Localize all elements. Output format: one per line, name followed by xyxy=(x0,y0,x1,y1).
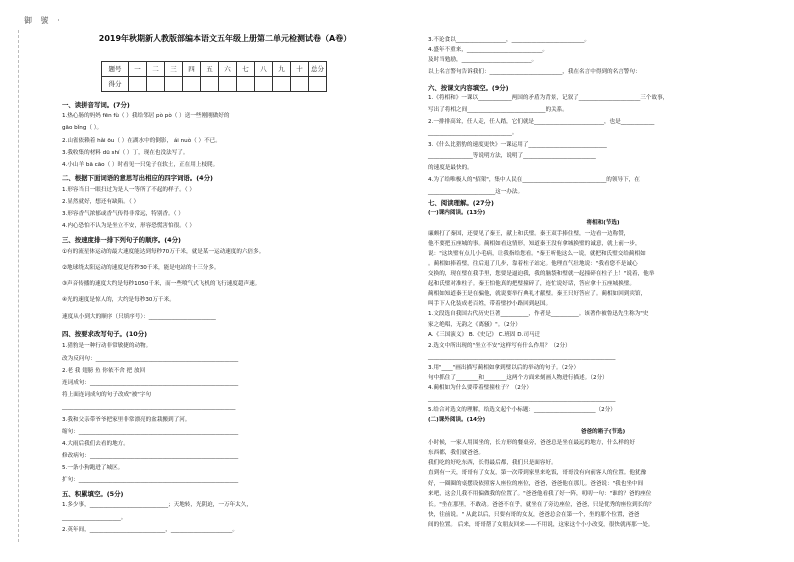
passage-title: 爸爸的箱子(节选) xyxy=(580,429,626,435)
exam-title: 2019年秋期新人教版部编本语文五年级上册第二单元检测试卷（A卷） xyxy=(98,34,352,43)
question-line: 3.形容香气浓郁或香气传得非常远，特别香。（ ） xyxy=(62,211,184,217)
question-line: 5.给合对选文的理解，给选文起个小标题：______________________（2分） xyxy=(428,407,616,413)
question-line: 以上名言警句告诉我们：__________________________，我在名言中得到的名言警句： xyxy=(428,69,641,75)
question-line: ___________________________________________________________________ xyxy=(428,396,616,402)
question-line: 1.猎豹是一种行动非常敏捷的动物。 xyxy=(62,343,152,349)
question-line: 叫手下人化装成老百姓，带着璧抄小路回到赵国。 xyxy=(428,301,552,307)
score-cell[interactable] xyxy=(165,77,183,92)
question-line: 2.英年间，___________________________，______________________。 xyxy=(62,527,238,533)
question-line: 3.我收集的材料 dū shí（ ）丁，现在也没法写了。 xyxy=(62,150,189,156)
score-cell[interactable] xyxy=(237,77,255,92)
score-table xyxy=(101,61,327,92)
section-heading: 二、根据下面词语的意思写出相应的四字词语。(4分) xyxy=(62,174,213,182)
question-line: ③声音传播的速度大约是每秒1050千米，而一些喷气式飞机的飞行速度超声速。 xyxy=(62,281,261,287)
question-line: 说："这块璧有点儿小毛病，让我指给您看。"秦王听他这么一说，就把和氏璧交给蔺相如 xyxy=(428,251,646,257)
question-line: 2.选文中所出现的"坐立不安"这样写有什么作用？（2分） xyxy=(428,343,571,349)
question-line: (一)课内阅读。(13分) xyxy=(428,210,486,216)
question-line: 1.文段选自我国古代历史巨著__________，作者是__________。该著作被鲁迅先生称为"史 xyxy=(428,311,649,317)
score-cell[interactable] xyxy=(183,77,201,92)
binding-margin xyxy=(4,30,19,542)
question-line: 扩句：_________________________________________________________ xyxy=(62,477,239,483)
score-cell: 八 xyxy=(255,62,273,77)
score-cell[interactable] xyxy=(291,77,309,92)
question-line: (二)课外阅读。(14分) xyxy=(428,417,486,423)
question-line: 3.《什么比猎豹的速度更快》一课运用了____________________________ xyxy=(428,142,607,148)
question-line: 他不要把五座城的事。蔺相如看这情形，知道秦王没有拿城换璧的诚意，就上前一步， xyxy=(428,241,641,247)
section-heading: 六、按课文内容填空。(9分) xyxy=(428,84,509,92)
score-cell: 五 xyxy=(201,62,219,77)
score-cell: 二 xyxy=(147,62,165,77)
question-line: ②地球绕太阳运动的速度是每秒30千米，能是电站的十三分多。 xyxy=(62,265,220,271)
question-line: 及时当勉励，_________________________。 xyxy=(428,57,538,63)
score-cell: 七 xyxy=(237,62,255,77)
question-line: ___________________________________________________________________ xyxy=(428,354,616,360)
question-line: 好，一圈圈的桌摆设依照客人座位的座位，爸爸，爸爸他在那儿。爸爸说："我也坐中间 xyxy=(428,481,644,487)
question-line: A.《三国演义》 B.《史记》 C.班固 D.司马迁 xyxy=(428,332,541,338)
score-cell: 六 xyxy=(219,62,237,77)
question-line: 廉颇打了秦国，还要见了秦王，献上和氏璧。秦王双手捧住璧，一边看一边称赞， xyxy=(428,231,630,237)
question-line: 5.一条小狗跑进了城区。 xyxy=(62,465,124,471)
score-cell: 一 xyxy=(129,62,147,77)
question-line: 快，往前说。" 从此以后，只要有哥的女友，爸爸总会在第一个，坐的那个位置，爸爸 xyxy=(428,512,640,518)
score-cell[interactable] xyxy=(255,77,273,92)
score-cell: 得分 xyxy=(102,77,129,92)
question-line: 3.用"____"画出描写蔺相如拿到璧以后的举动的句子。（2分） xyxy=(428,365,580,371)
score-cell[interactable] xyxy=(309,77,327,92)
question-line: gāo bǐng（ ）。 xyxy=(62,125,103,131)
question-line: 4.小山羊 bā cāo（ ）时看见一只兔子在软土，正在用上枝爬。 xyxy=(62,162,219,168)
section-heading: 七、阅读理解。(27分) xyxy=(428,199,494,207)
question-line: 连词成句：_____________________________________________________ xyxy=(62,380,239,386)
section-heading: 一、读拼音写词。(7分) xyxy=(62,101,130,109)
score-table-score-row xyxy=(102,77,327,92)
passage-title: 将相和(节选) xyxy=(586,220,620,226)
score-cell: 十 xyxy=(291,62,309,77)
question-line: 2.山雀依赖着 hǎi ōu（ ）在湖水中的倒影， ái nuò（ ）不已。 xyxy=(62,138,221,144)
question-line: 起和氏璧对准柱子。秦王怕他真的把璧撞碎了，连忙说好话，答应拿十五座城换璧。 xyxy=(428,281,635,287)
question-line: 1.《将相和》一课以____________两国的矛盾为背景，记叙了______________________三个故事， xyxy=(428,95,669,101)
question-line: ④光的速度是惊人的，大约是每秒30万千米。 xyxy=(62,297,175,303)
score-table-header-row xyxy=(102,62,327,77)
question-line: 家之绝唱，无韵之《离骚》"。（2分） xyxy=(428,322,521,328)
score-cell[interactable] xyxy=(201,77,219,92)
score-cell: 三 xyxy=(165,62,183,77)
score-cell: 题号 xyxy=(102,62,129,77)
question-line: 4.为了给唯极人的"招架"，集中人民在______________________________的领导下，在 xyxy=(428,177,640,183)
question-line: 2.一排排高耸，任人走，任人踏，它们就是_________________________，也是____________ xyxy=(428,119,655,125)
question-line: 句中抓住了________和________这两个方面来刻画人物进行描述。（2分） xyxy=(428,375,608,381)
question-line: 2.老 我 翅膀 鱼 你依不舍 把 放回 xyxy=(62,368,146,374)
question-line: 2.显然就好，想还有缺陷。（ ） xyxy=(62,199,140,205)
question-line: 间的位置。 后来，哥哥帮了女朋友回来——不用说，这家这个小小改变，很快就再那一处。 xyxy=(428,522,654,528)
section-heading: 四、按要求改写句子。(10分) xyxy=(62,330,148,338)
question-line: 东西都，我们就爸爸。 xyxy=(428,450,484,456)
question-line: 3.我和父亲带爷爷把家里非常漂亮的盆栽搬到了河。 xyxy=(62,417,191,423)
question-line: 4.内心恐怕不认为是坐立不安，形容恐慌害怕很。（ ） xyxy=(62,223,195,229)
section-heading: 三、按速度排一排下列句子的顺序。(4分) xyxy=(62,236,181,244)
question-line: 蔺相如知道秦王是在骗他，就说要举行典礼才献璧。秦王只好答应了。蔺相如回到宾馆， xyxy=(428,291,647,297)
question-line: 小时候，一家人用围坐的，长方形的餐桌旁，爸爸总是坐在最远的地方，什么样的好 xyxy=(428,440,635,446)
question-line: 的速度是最快的。 xyxy=(428,165,473,171)
question-line: 缩句：_________________________________________________________ xyxy=(62,429,239,435)
question-line: 改为反问句：___________________________________________________ xyxy=(62,356,239,362)
question-line: 1.热心肠的妈妈 fēn fù（ ）我给邻居 pò pò（ ）送一些刚刚做好的 xyxy=(62,113,230,119)
question-line: 交换的，现在璧在我手里，您要是逼迫我，我的脑袋和璧就一起撞碎在柱子上！"说着，他举 xyxy=(428,271,655,277)
score-cell: 九 xyxy=(273,62,291,77)
question-line: ________________等说明方法，说明了__________________________ xyxy=(428,153,596,159)
score-cell[interactable] xyxy=(147,77,165,92)
question-line: 3.不论食以__________________，__________________________。 xyxy=(428,37,590,43)
question-line: 将上面连词成句的句子改成"被"字句 xyxy=(62,392,152,398)
score-cell: 四 xyxy=(183,62,201,77)
question-line: 我们吃的好吃东西，长得最后都，我们只是面容好。 xyxy=(428,460,557,466)
question-line: 长。"坐在那里，不敢动。爸爸不在乎，就坐在了旁边座位，爸爸，只是优秀的座位到长的？ xyxy=(428,502,655,508)
question-line: ________________________这一办法。 xyxy=(428,189,524,195)
question-line: 4.盛年不重来，___________________________。 xyxy=(428,47,549,53)
question-line: 4.蔺相如为什么要带着璧撞柱子？（2分） xyxy=(428,385,532,391)
question-line: 速度从小到大的顺序（只填序号）：________________________ xyxy=(62,314,216,320)
question-line: ______________________________________________________________ xyxy=(62,404,236,410)
question-line: 来吧，这会儿我不用偏做我的位置了。"爸爸他看我了好一阵，叨叨一句："谁的？爸的座位 xyxy=(428,491,652,497)
question-line: _____________________。 xyxy=(62,515,127,521)
question-line: 1.形容当日一眼扫过为是人一等所了不起的样子。（ ） xyxy=(62,187,195,193)
question-line: 。蔺相如捧着璧，往后退了几步，靠着柱子站定。他理直气壮地说："我看您不是诚心 xyxy=(428,261,638,267)
question-line: 直到有一天，哥哥有了女友，第一次带到家里来吃饭，哥哥没有向前客人的位置。他犹豫 xyxy=(428,470,647,476)
question-line: ______________________________。 xyxy=(428,130,518,136)
score-cell[interactable] xyxy=(273,77,291,92)
question-line: ①有的流星体运动的最大速度能达到每秒70万千米，就是某一运动速度的六倍多。 xyxy=(62,249,265,255)
question-line: 写出了将相之间____________________________的关系。 xyxy=(428,107,568,113)
corner-text: 御 號 · xyxy=(24,16,63,25)
score-cell[interactable] xyxy=(219,77,237,92)
question-line: 1.多少事，____________________________；天地转，光阴迫，一万年太久， xyxy=(62,502,252,508)
question-line: 修改病句：_____________________________________________________ xyxy=(62,453,239,459)
question-line: 4.大雨后我们去看的地方。 xyxy=(62,441,129,447)
score-cell: 总分 xyxy=(309,62,327,77)
score-cell[interactable] xyxy=(129,77,147,92)
section-heading: 五、积累填空。(5分) xyxy=(62,490,124,498)
